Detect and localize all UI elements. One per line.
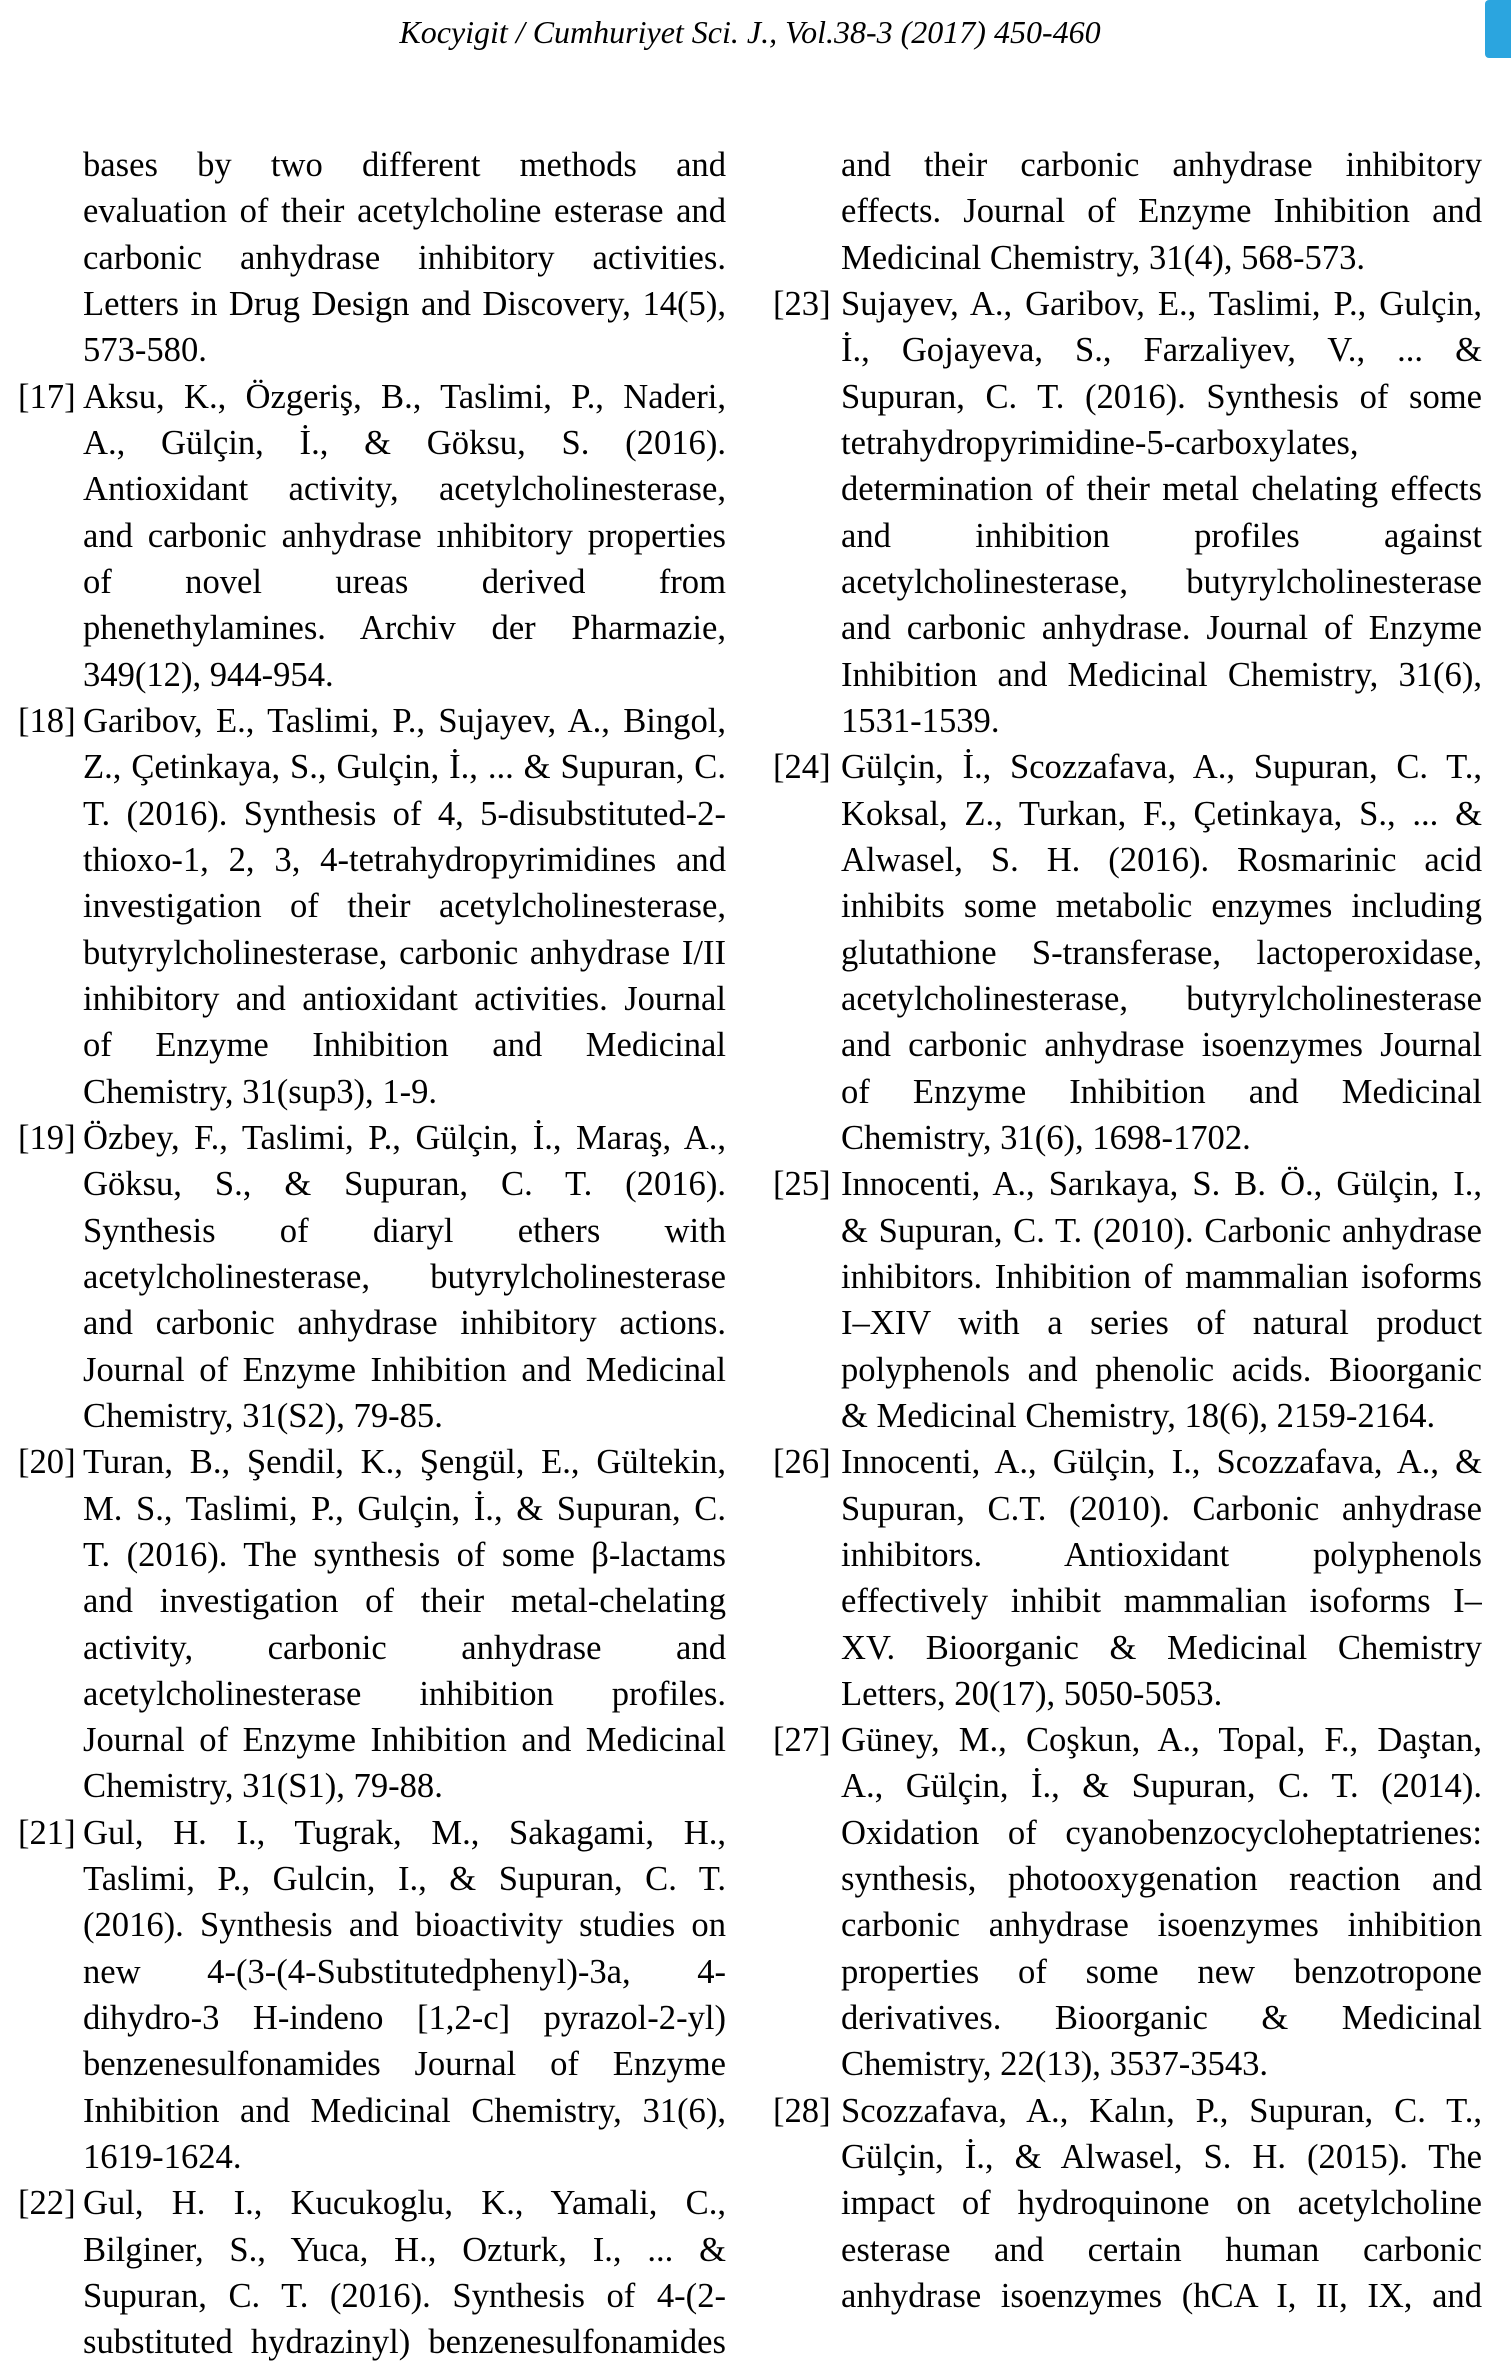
reference-line: T. (2016). Synthesis of 4, 5-disubstituted-2- xyxy=(83,794,726,833)
reference-line: anhydrase isoenzymes (hCA I, II, IX, and xyxy=(841,2277,1482,2316)
reference-line: determination of their metal chelating effects xyxy=(841,470,1482,509)
reference-line: inhibitory and antioxidant activities. Journal xyxy=(83,979,726,1018)
reference-line: esterase and certain human carbonic xyxy=(841,2230,1482,2269)
reference-line: Chemistry, 22(13), 3537-3543. xyxy=(841,2045,1269,2084)
reference-line: Chemistry, 31(S1), 79-88. xyxy=(83,1767,443,1806)
reference-line: Innocenti, A., Sarıkaya, S. B. Ö., Gülçin, I., xyxy=(841,1165,1482,1204)
reference-line: Scozzafava, A., Kalın, P., Supuran, C. T., xyxy=(841,2091,1482,2130)
reference-line: effectively inhibit mammalian isoforms I– xyxy=(841,1582,1482,1621)
reference-entry xyxy=(18,374,726,698)
reference-entry xyxy=(773,1161,1482,1439)
reference-continuation xyxy=(841,142,1482,281)
reference-line: İ., Gojayeva, S., Farzaliyev, V., ... & xyxy=(841,331,1482,370)
reference-line: acetylcholinesterase, butyrylcholinesterase xyxy=(83,1257,726,1296)
reference-entry xyxy=(18,1115,726,1439)
reference-number: [22] xyxy=(18,2184,76,2223)
reference-line: substituted hydrazinyl) benzenesulfonamides xyxy=(83,2323,726,2362)
reference-continuation xyxy=(83,142,726,374)
reference-line: and inhibition profiles against xyxy=(841,516,1482,555)
reference-line: phenethylamines. Archiv der Pharmazie, xyxy=(83,609,726,648)
reference-line: Bilginer, S., Yuca, H., Ozturk, I., ... & xyxy=(83,2230,726,2269)
reference-line: Aksu, K., Özgeriş, B., Taslimi, P., Naderi, xyxy=(83,377,726,416)
reference-entry xyxy=(773,281,1482,744)
reference-line: properties of some new benzotropone xyxy=(841,1952,1482,1991)
reference-line: Koksal, Z., Turkan, F., Çetinkaya, S., ... & xyxy=(841,794,1482,833)
reference-line: Inhibition and Medicinal Chemistry, 31(6), xyxy=(83,2091,726,2130)
reference-entry xyxy=(773,1717,1482,2088)
reference-line: Supuran, C.T. (2010). Carbonic anhydrase xyxy=(841,1489,1482,1528)
reference-line: T. (2016). The synthesis of some β-lactams xyxy=(83,1535,726,1574)
reference-line: A., Gülçin, İ., & Göksu, S. (2016). xyxy=(83,423,726,462)
reference-line: 1619-1624. xyxy=(83,2138,242,2177)
reference-line: thioxo-1, 2, 3, 4-tetrahydropyrimidines and xyxy=(83,840,726,879)
reference-line: and their carbonic anhydrase inhibitory xyxy=(841,146,1482,184)
reference-line: Taslimi, P., Gulcin, I., & Supuran, C. T. xyxy=(83,1860,726,1899)
reference-line: Oxidation of cyanobenzocycloheptatrienes: xyxy=(841,1813,1482,1852)
reference-number: [23] xyxy=(773,284,831,323)
reference-line: synthesis, photooxygenation reaction and xyxy=(841,1860,1482,1899)
reference-line: dihydro-3 H-indeno [1,2-c] pyrazol-2-yl) xyxy=(83,1999,726,2038)
reference-line: derivatives. Bioorganic & Medicinal xyxy=(841,1999,1482,2038)
reference-line: Özbey, F., Taslimi, P., Gülçin, İ., Maraş, A., xyxy=(83,1118,726,1157)
reference-line: XV. Bioorganic & Medicinal Chemistry xyxy=(841,1628,1482,1667)
reference-number: [19] xyxy=(18,1118,76,1157)
reference-line: polyphenols and phenolic acids. Bioorganic xyxy=(841,1350,1482,1389)
reference-line: Turan, B., Şendil, K., Şengül, E., Gültekin, xyxy=(83,1443,726,1482)
reference-number: [21] xyxy=(18,1813,76,1852)
reference-number: [24] xyxy=(773,748,831,787)
reference-line: benzenesulfonamides Journal of Enzyme xyxy=(83,2045,726,2084)
reference-line: (2016). Synthesis and bioactivity studies on xyxy=(83,1906,726,1945)
reference-line: Supuran, C. T. (2016). Synthesis of some xyxy=(841,377,1482,416)
reference-line: bases by two different methods and xyxy=(83,146,726,184)
reference-line: effects. Journal of Enzyme Inhibition and xyxy=(841,192,1482,231)
reference-number: [25] xyxy=(773,1165,831,1204)
reference-number: [18] xyxy=(18,701,76,740)
reference-line: of novel ureas derived from xyxy=(83,562,726,601)
reference-line: and carbonic anhydrase inhibitory actions. xyxy=(83,1304,726,1343)
reference-line: Inhibition and Medicinal Chemistry, 31(6), xyxy=(841,655,1482,694)
reference-line: inhibitors. Inhibition of mammalian isoforms xyxy=(841,1257,1482,1296)
reference-line: of Enzyme Inhibition and Medicinal xyxy=(841,1072,1482,1111)
reference-line: and carbonic anhydrase ınhibitory properties xyxy=(83,516,726,555)
reference-number: [28] xyxy=(773,2091,831,2130)
reference-line: impact of hydroquinone on acetylcholine xyxy=(841,2184,1482,2223)
reference-line: acetylcholinesterase, butyrylcholinesterase xyxy=(841,562,1482,601)
reference-line: A., Gülçin, İ., & Supuran, C. T. (2014). xyxy=(841,1767,1482,1806)
reference-entry xyxy=(18,698,726,1115)
reference-line: Chemistry, 31(6), 1698-1702. xyxy=(841,1118,1251,1157)
reference-line: and carbonic anhydrase isoenzymes Journal xyxy=(841,1026,1482,1065)
reference-line: Sujayev, A., Garibov, E., Taslimi, P., Gulçin, xyxy=(841,284,1482,323)
page-edge-tab xyxy=(1485,0,1511,58)
reference-line: investigation of their acetylcholinesterase, xyxy=(83,887,726,926)
reference-line: Chemistry, 31(sup3), 1-9. xyxy=(83,1072,438,1111)
reference-line: M. S., Taslimi, P., Gulçin, İ., & Supuran, C. xyxy=(83,1489,726,1528)
reference-line: Letters, 20(17), 5050-5053. xyxy=(841,1674,1223,1713)
reference-line: evaluation of their acetylcholine esterase and xyxy=(83,192,726,231)
reference-entry xyxy=(18,1439,726,1810)
reference-line: Güney, M., Coşkun, A., Topal, F., Daştan, xyxy=(841,1721,1482,1760)
references-column-right xyxy=(773,142,1482,2319)
reference-line: and carbonic anhydrase. Journal of Enzyme xyxy=(841,609,1482,648)
reference-number: [20] xyxy=(18,1443,76,1482)
reference-line: Gul, H. I., Tugrak, M., Sakagami, H., xyxy=(83,1813,726,1852)
reference-line: Göksu, S., & Supuran, C. T. (2016). xyxy=(83,1165,726,1204)
reference-line: Journal of Enzyme Inhibition and Medicinal xyxy=(83,1721,726,1760)
reference-line: I–XIV with a series of natural product xyxy=(841,1304,1482,1343)
reference-line: of Enzyme Inhibition and Medicinal xyxy=(83,1026,726,1065)
reference-line: Journal of Enzyme Inhibition and Medicinal xyxy=(83,1350,726,1389)
running-header: Kocyigit / Cumhuriyet Sci. J., Vol.38-3 (2017) 450-460 xyxy=(399,14,1101,50)
reference-entry xyxy=(18,1810,726,2181)
reference-line: activity, carbonic anhydrase and xyxy=(83,1628,726,1667)
reference-line: carbonic anhydrase inhibitory activities. xyxy=(83,238,726,277)
reference-line: new 4-(3-(4-Substitutedphenyl)-3a, 4- xyxy=(83,1952,726,1991)
reference-line: 573-580. xyxy=(83,331,207,370)
reference-line: 1531-1539. xyxy=(841,701,1000,740)
reference-line: 349(12), 944-954. xyxy=(83,655,334,694)
reference-line: Gul, H. I., Kucukoglu, K., Yamali, C., xyxy=(83,2184,726,2223)
reference-line: Alwasel, S. H. (2016). Rosmarinic acid xyxy=(841,840,1482,879)
reference-entry xyxy=(773,1439,1482,1717)
reference-entry xyxy=(773,2088,1482,2320)
reference-number: [26] xyxy=(773,1443,831,1482)
reference-line: inhibits some metabolic enzymes including xyxy=(841,887,1482,926)
reference-line: acetylcholinesterase inhibition profiles. xyxy=(83,1674,726,1713)
reference-line: Supuran, C. T. (2016). Synthesis of 4-(2- xyxy=(83,2277,726,2316)
reference-line: Gülçin, İ., & Alwasel, S. H. (2015). The xyxy=(841,2138,1482,2177)
reference-line: Chemistry, 31(S2), 79-85. xyxy=(83,1396,443,1435)
reference-entry xyxy=(773,744,1482,1161)
reference-line: inhibitors. Antioxidant polyphenols xyxy=(841,1535,1482,1574)
reference-line: Garibov, E., Taslimi, P., Sujayev, A., Bingol, xyxy=(83,701,726,740)
reference-line: Medicinal Chemistry, 31(4), 568-573. xyxy=(841,238,1366,277)
reference-entry xyxy=(18,2180,726,2365)
reference-line: & Medicinal Chemistry, 18(6), 2159-2164. xyxy=(841,1396,1436,1435)
reference-number: [17] xyxy=(18,377,76,416)
reference-line: tetrahydropyrimidine-5-carboxylates, xyxy=(841,423,1359,462)
reference-line: and investigation of their metal-chelating xyxy=(83,1582,726,1621)
reference-line: Synthesis of diaryl ethers with xyxy=(83,1211,726,1250)
reference-line: Gülçin, İ., Scozzafava, A., Supuran, C. T., xyxy=(841,748,1482,787)
reference-line: Z., Çetinkaya, S., Gulçin, İ., ... & Supuran, C. xyxy=(83,748,726,787)
reference-line: Antioxidant activity, acetylcholinesterase, xyxy=(83,470,726,509)
reference-line: glutathione S-transferase, lactoperoxidase, xyxy=(841,933,1482,972)
reference-line: carbonic anhydrase isoenzymes inhibition xyxy=(841,1906,1482,1945)
reference-line: butyrylcholinesterase, carbonic anhydrase I/II xyxy=(83,933,726,972)
references-column-left xyxy=(18,142,726,2366)
reference-number: [27] xyxy=(773,1721,831,1760)
reference-line: Letters in Drug Design and Discovery, 14(5), xyxy=(83,284,726,323)
reference-line: & Supuran, C. T. (2010). Carbonic anhydrase xyxy=(841,1211,1482,1250)
reference-line: acetylcholinesterase, butyrylcholinesterase xyxy=(841,979,1482,1018)
reference-line: Innocenti, A., Gülçin, I., Scozzafava, A., & xyxy=(841,1443,1482,1482)
